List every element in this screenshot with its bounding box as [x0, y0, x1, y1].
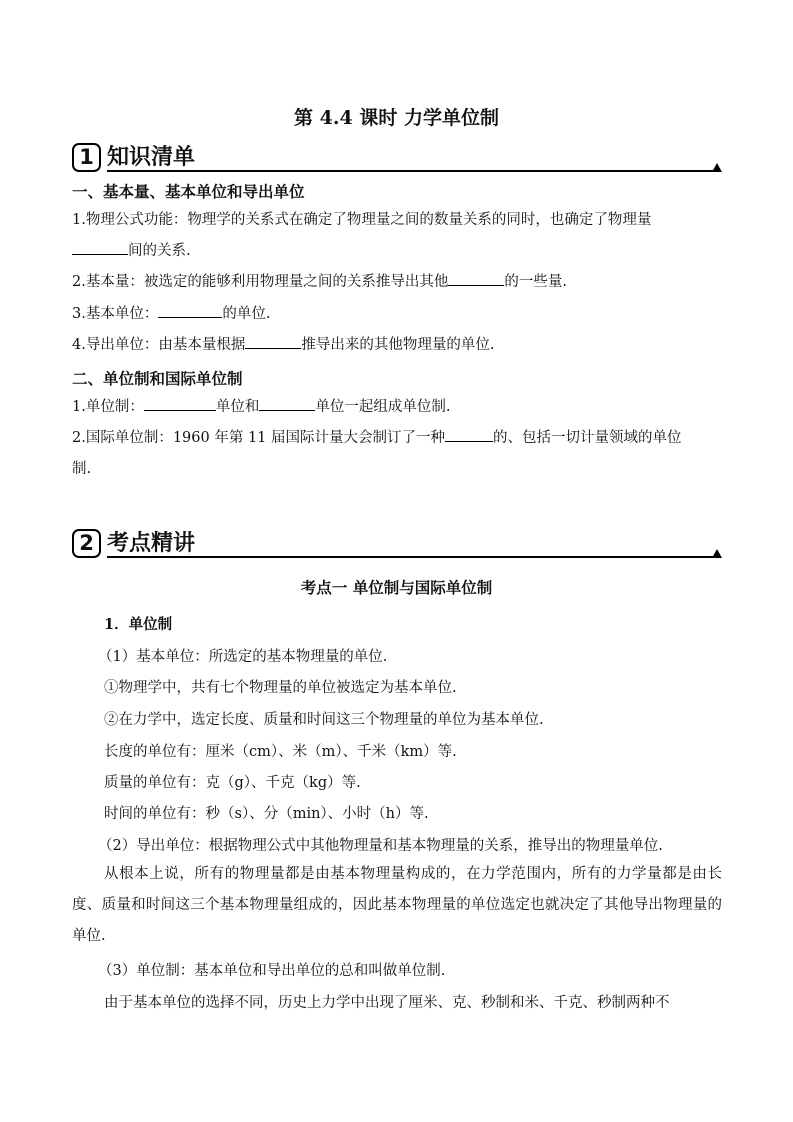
- fill-blank[interactable]: [158, 303, 222, 318]
- item-j2-line1: 2.国际单位制：1960 年第 11 届国际计量大会制订了一种 的、包括一切计量领域的单位: [72, 427, 682, 449]
- fill-blank[interactable]: [445, 427, 493, 442]
- page-title: 第 4.4 课时 力学单位制: [294, 107, 499, 129]
- point-1-heading: 1．单位制: [104, 616, 173, 633]
- section2-title: 考点精讲: [107, 531, 196, 556]
- paragraph-basic-unit: （1）基本单位：所选定的基本物理量的单位.: [98, 649, 388, 665]
- subheading-1: 一、基本量、基本单位和导出单位: [72, 182, 305, 201]
- fill-blank[interactable]: [144, 396, 216, 411]
- section1-number: 1: [72, 143, 101, 172]
- item-j2-line2: 制.: [72, 461, 92, 477]
- item-1-line1: 1.物理公式功能：物理学的关系式在确定了物理量之间的数量关系的同时，也确定了物理量: [72, 212, 652, 228]
- section1-rule: [107, 170, 714, 172]
- section2-rule: [107, 556, 714, 558]
- paragraph-fundamentals: 从根本上说，所有的物理量都是由基本物理量构成的，在力学范围内，所有的力学量都是由长度、质量和时间这三个基本物理量组成的，因此基本物理量的单位选定也就决定了其他导出物理量的单位.: [72, 866, 722, 944]
- section1-header: [72, 143, 722, 173]
- item-2: 2.基本量：被选定的能够利用物理量之间的关系推导出其他 的一些量.: [72, 271, 567, 293]
- section2-number: 2: [72, 529, 101, 558]
- paragraph-mechanics-units: ②在力学中，选定长度、质量和时间这三个物理量的单位为基本单位.: [104, 712, 544, 728]
- item-3: 3.基本单位： 的单位.: [72, 303, 270, 325]
- triangle-icon: [712, 163, 722, 172]
- paragraph-mass-units: 质量的单位有：克（g）、千克（kg）等.: [104, 775, 361, 791]
- fill-blank[interactable]: [259, 396, 315, 411]
- section2-header: [72, 529, 722, 559]
- section1-title: 知识清单: [107, 145, 196, 170]
- paragraph-length-units: 长度的单位有：厘米（cm）、米（m）、千米（km）等.: [104, 744, 457, 760]
- fill-blank[interactable]: [245, 334, 301, 349]
- item-j1: 1.单位制： 单位和 单位一起组成单位制.: [72, 396, 450, 418]
- paragraph-derived-unit: （2）导出单位：根据物理公式中其他物理量和基本物理量的关系，推导出的物理量单位.: [98, 838, 663, 854]
- subheading-2: 二、单位制和国际单位制: [72, 369, 243, 388]
- paragraph-seven-units: ①物理学中，共有七个物理量的单位被选定为基本单位.: [104, 680, 457, 696]
- paragraph-time-units: 时间的单位有：秒（s）、分（min）、小时（h）等.: [104, 806, 429, 822]
- item-4: 4.导出单位：由基本量根据 推导出来的其他物理量的单位.: [72, 334, 494, 356]
- paragraph-history: 由于基本单位的选择不同，历史上力学中出现了厘米、克、秒制和米、千克、秒制两种不: [104, 995, 670, 1011]
- topic-heading: 考点一 单位制与国际单位制: [300, 578, 493, 597]
- paragraph-unit-system: （3）单位制：基本单位和导出单位的总和叫做单位制.: [98, 963, 446, 979]
- triangle-icon: [712, 549, 722, 558]
- item-1-line2: 间的关系.: [72, 240, 191, 262]
- fill-blank[interactable]: [72, 240, 128, 255]
- fill-blank[interactable]: [448, 271, 504, 286]
